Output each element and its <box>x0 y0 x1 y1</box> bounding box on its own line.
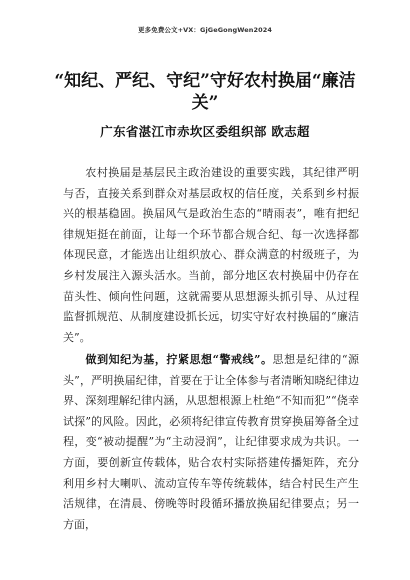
header-note: 更多免费公文+VX：GjGeGongWen2024 <box>138 26 272 34</box>
paragraph-text: 农村换届是基层民主政治建设的重要实践，其纪律严明与否，直接关系到群众对基层政权的信任度，关系到乡村振兴的根基稳固。换届风气是政治生态的“晴雨表”，唯有把纪律规矩挺在前面，让每一个环节都合规合纪、每一次选择都体现民意，才能选出让组织放心、群众满意的村级班子，为乡村发展注入源头活水。当前，部分地区农村换届中仍存在苗头性、倾向性问题，这就需要从思想源头抓引导、从过程监督抓规范、从制度建设抓长远，切实守好农村换届的“廉洁关”。 <box>63 166 359 344</box>
paragraph-lead-heading: 做到知纪为基，拧紧思想“警戒线”。 <box>85 353 273 366</box>
author-byline: 广东省湛江市赤坎区委组织部 欧志超 <box>100 124 310 139</box>
paragraph-text: 思想是纪律的“源头”，严明换届纪律，首要在于让全体参与者清晰知晓纪律边界、深刻理解纪律内涵，从思想根源上杜绝“不知而犯”“侥幸试探”的风险。因此，必须将纪律宣传教育贯穿换届筹备全过程，变“被动提醒”为“主动浸润”，让纪律要求成为共识。一方面，要创新宣传载体，贴合农村实际搭建传播矩阵，充分利用乡村大喇叭、流动宣传车等传统载体，结合村民生产生活规律，在清晨、傍晚等时段循环播放换届纪律要点；另一方面， <box>63 353 359 531</box>
body-paragraph-1 <box>63 163 359 348</box>
page-title: “知纪、严纪、守纪”守好农村换届“廉洁关” <box>54 71 356 113</box>
body-paragraph-2 <box>63 350 359 535</box>
